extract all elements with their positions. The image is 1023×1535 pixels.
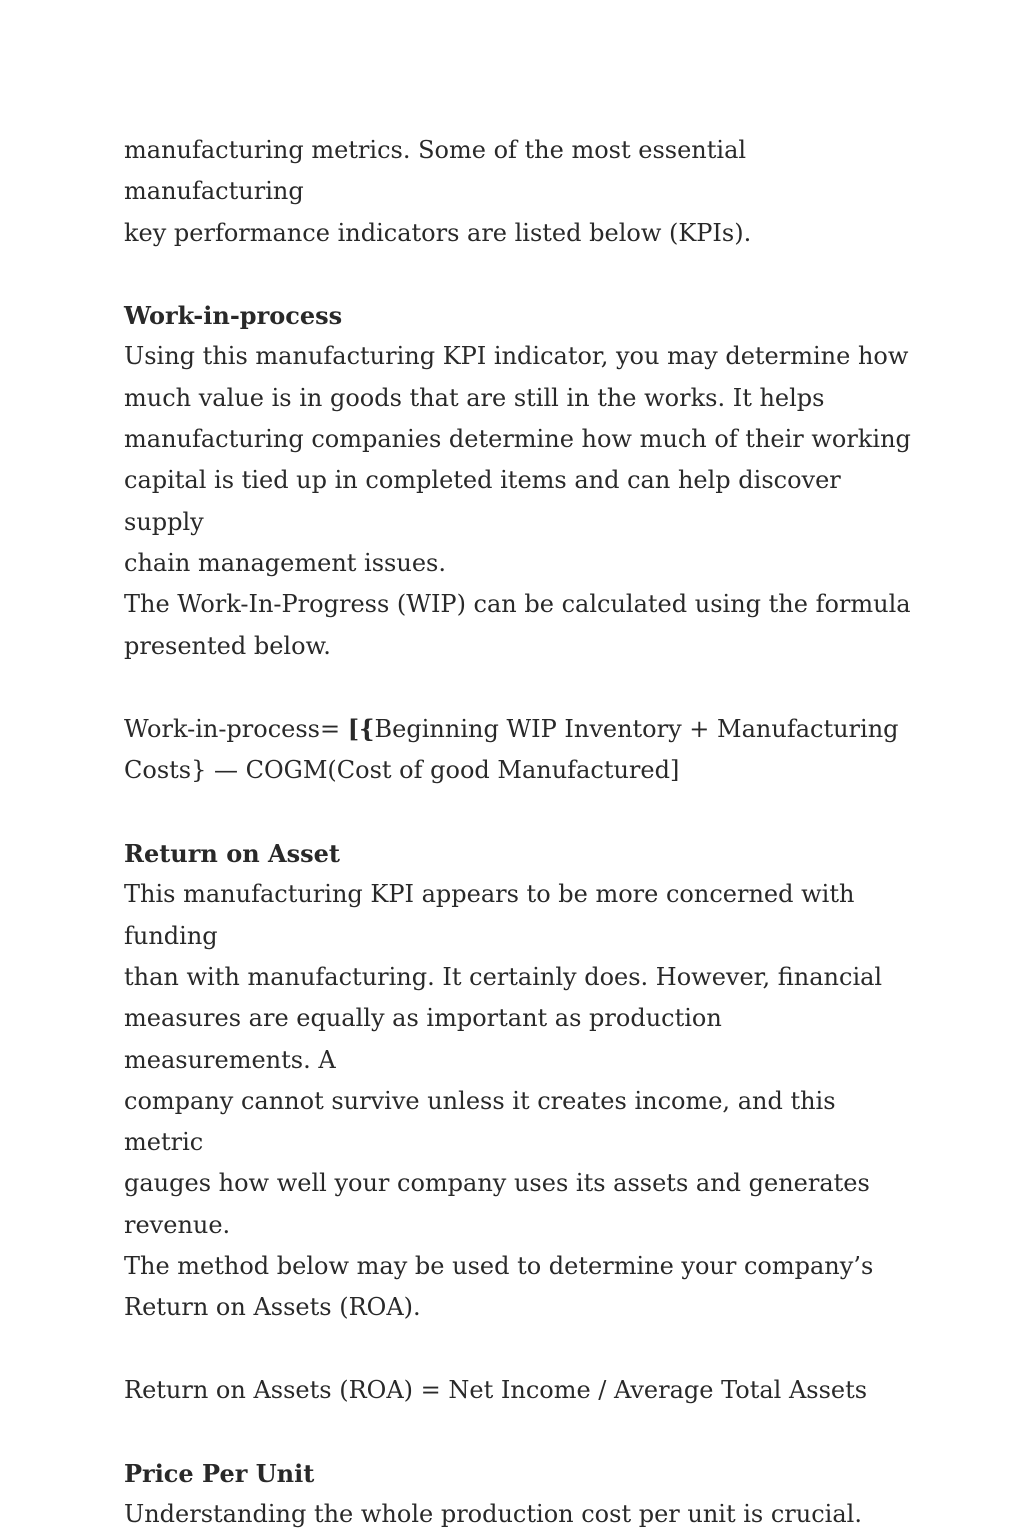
wip-body-line: much value is in goods that are still in the works. It helps (124, 383, 825, 412)
ppu-body-line: Understanding the whole production cost per unit is crucial. (124, 1499, 862, 1528)
section-heading-return-on-asset: Return on Asset (124, 839, 341, 869)
roa-body-line: This manufacturing KPI appears to be more concerned with funding (124, 880, 855, 950)
wip-body-line: Using this manufacturing KPI indicator, you may determine how (124, 342, 909, 371)
wip-body-line: manufacturing companies determine how much of their working (124, 425, 911, 454)
roa-body-line: than with manufacturing. It certainly does. However, financial (124, 962, 883, 991)
intro-line: key performance indicators are listed below (KPIs). (124, 218, 752, 247)
wip-note-line: The Work-In-Progress (WIP) can be calculated using the formula (124, 590, 911, 619)
intro-line: manufacturing metrics. Some of the most essential manufacturing (124, 136, 747, 206)
article-body (124, 130, 914, 1535)
section-heading-price-per-unit: Price Per Unit (124, 1458, 315, 1488)
section-heading-work-in-process: Work-in-process (124, 301, 343, 331)
wip-body-line: chain management issues. (124, 548, 446, 577)
spacer (124, 254, 914, 295)
spacer (124, 1411, 914, 1452)
roa-formula: Return on Assets (ROA) = Net Income / Average Total Assets (124, 1375, 868, 1404)
roa-note-line: Return on Assets (ROA). (124, 1293, 421, 1322)
spacer (124, 1329, 914, 1370)
roa-body-line: gauges how well your company uses its assets and generates (124, 1169, 870, 1198)
spacer (124, 667, 914, 708)
wip-body-line: capital is tied up in completed items and can help discover supply (124, 466, 841, 536)
wip-formula-line2: Costs} — COGM(Cost of good Manufactured] (124, 756, 680, 785)
spacer (124, 792, 914, 833)
roa-body-line: revenue. (124, 1210, 231, 1239)
roa-note-line: The method below may be used to determine your company’s (124, 1252, 874, 1281)
wip-formula (124, 708, 914, 750)
wip-formula-prefix: Work-in-process= (124, 715, 348, 744)
wip-note-line: presented below. (124, 631, 331, 660)
wip-formula-bracket: [{ (347, 714, 375, 744)
wip-formula-text: Beginning WIP Inventory + Manufacturing (374, 715, 899, 744)
roa-body-line: company cannot survive unless it creates income, and this metric (124, 1086, 836, 1157)
roa-body-line: measures are equally as important as production measurements. A (124, 1004, 722, 1074)
